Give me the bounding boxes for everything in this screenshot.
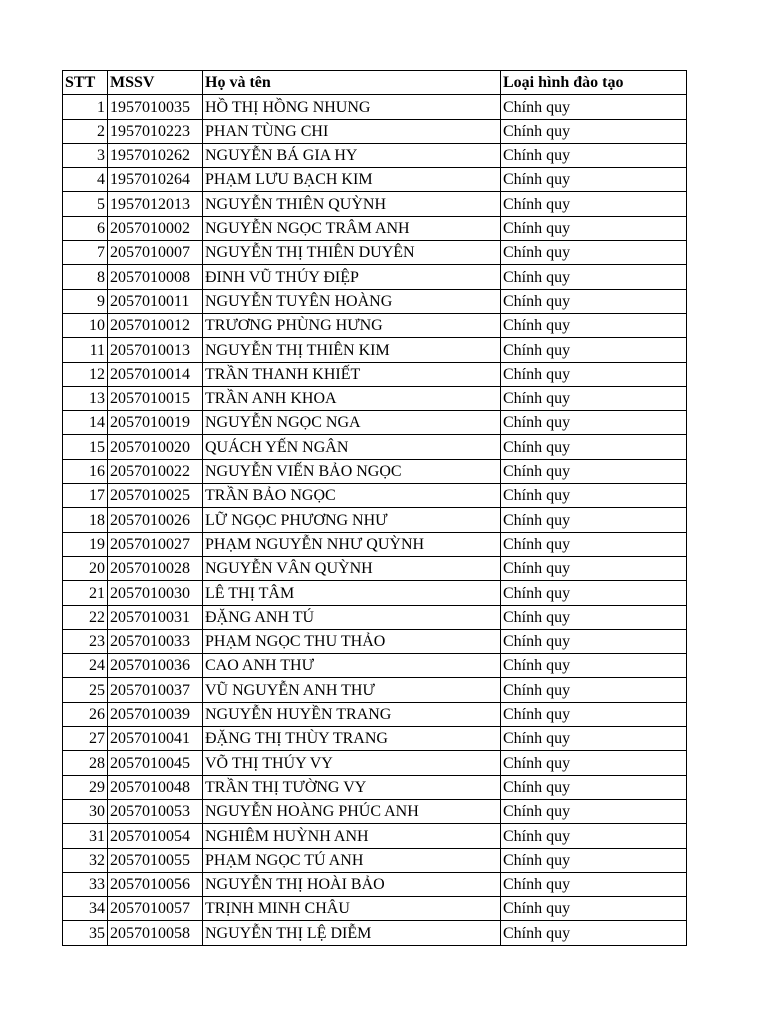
cell-mssv: 2057010031 (108, 605, 203, 629)
cell-stt: 4 (63, 168, 108, 192)
cell-stt: 19 (63, 532, 108, 556)
student-list-table (62, 70, 687, 946)
cell-mssv: 2057010012 (108, 313, 203, 337)
cell-mssv: 2057010053 (108, 799, 203, 823)
cell-mssv: 2057010030 (108, 581, 203, 605)
cell-stt: 34 (63, 897, 108, 921)
cell-name: PHAN TÙNG CHI (203, 119, 501, 143)
cell-stt: 12 (63, 362, 108, 386)
table-row (63, 678, 687, 702)
table-row (63, 921, 687, 945)
cell-type: Chính quy (501, 289, 687, 313)
cell-stt: 2 (63, 119, 108, 143)
cell-mssv: 2057010002 (108, 216, 203, 240)
cell-type: Chính quy (501, 362, 687, 386)
cell-mssv: 2057010041 (108, 727, 203, 751)
table-row (63, 508, 687, 532)
table-row (63, 459, 687, 483)
cell-stt: 10 (63, 313, 108, 337)
column-header-name: Họ và tên (203, 71, 501, 95)
cell-name: ĐẶNG THỊ THÙY TRANG (203, 727, 501, 751)
cell-stt: 17 (63, 484, 108, 508)
cell-name: NGUYỄN NGỌC TRÂM ANH (203, 216, 501, 240)
cell-mssv: 2057010019 (108, 411, 203, 435)
cell-type: Chính quy (501, 751, 687, 775)
cell-name: TRẦN BẢO NGỌC (203, 484, 501, 508)
cell-name: NGUYỄN BÁ GIA HY (203, 143, 501, 167)
cell-type: Chính quy (501, 727, 687, 751)
table-row (63, 605, 687, 629)
table-row (63, 799, 687, 823)
cell-stt: 14 (63, 411, 108, 435)
cell-name: NGUYỄN TUYÊN HOÀNG (203, 289, 501, 313)
cell-type: Chính quy (501, 411, 687, 435)
cell-name: NGUYỄN THỊ THIÊN KIM (203, 338, 501, 362)
cell-type: Chính quy (501, 532, 687, 556)
cell-stt: 1 (63, 95, 108, 119)
cell-stt: 6 (63, 216, 108, 240)
cell-stt: 30 (63, 799, 108, 823)
cell-stt: 18 (63, 508, 108, 532)
cell-type: Chính quy (501, 678, 687, 702)
cell-type: Chính quy (501, 824, 687, 848)
cell-stt: 28 (63, 751, 108, 775)
cell-name: LỮ NGỌC PHƯƠNG NHƯ (203, 508, 501, 532)
cell-mssv: 1957012013 (108, 192, 203, 216)
cell-type: Chính quy (501, 629, 687, 653)
table-body (63, 95, 687, 945)
cell-name: PHẠM NGỌC TÚ ANH (203, 848, 501, 872)
cell-type: Chính quy (501, 897, 687, 921)
cell-mssv: 2057010037 (108, 678, 203, 702)
cell-stt: 13 (63, 386, 108, 410)
cell-mssv: 2057010008 (108, 265, 203, 289)
cell-name: PHẠM NGUYỄN NHƯ QUỲNH (203, 532, 501, 556)
cell-name: PHẠM NGỌC THU THẢO (203, 629, 501, 653)
cell-stt: 26 (63, 702, 108, 726)
cell-name: VŨ NGUYỄN ANH THƯ (203, 678, 501, 702)
cell-type: Chính quy (501, 581, 687, 605)
cell-name: TRẦN ANH KHOA (203, 386, 501, 410)
table-row (63, 727, 687, 751)
cell-stt: 3 (63, 143, 108, 167)
cell-type: Chính quy (501, 484, 687, 508)
table-row (63, 168, 687, 192)
cell-stt: 22 (63, 605, 108, 629)
cell-stt: 32 (63, 848, 108, 872)
cell-name: NGUYỄN VIẾN BẢO NGỌC (203, 459, 501, 483)
table-row (63, 362, 687, 386)
cell-mssv: 2057010056 (108, 872, 203, 896)
cell-type: Chính quy (501, 921, 687, 945)
table-row (63, 95, 687, 119)
column-header-type: Loại hình đào tạo (501, 71, 687, 95)
cell-type: Chính quy (501, 799, 687, 823)
cell-name: TRẦN THANH KHIẾT (203, 362, 501, 386)
table-row (63, 313, 687, 337)
cell-type: Chính quy (501, 168, 687, 192)
table-row (63, 654, 687, 678)
cell-type: Chính quy (501, 338, 687, 362)
table-row (63, 119, 687, 143)
table-row (63, 824, 687, 848)
table-row (63, 532, 687, 556)
cell-mssv: 2057010007 (108, 241, 203, 265)
cell-mssv: 2057010015 (108, 386, 203, 410)
cell-name: NGUYỄN VÂN QUỲNH (203, 556, 501, 580)
cell-name: HỒ THỊ HỒNG NHUNG (203, 95, 501, 119)
cell-mssv: 2057010036 (108, 654, 203, 678)
cell-mssv: 2057010027 (108, 532, 203, 556)
table-row (63, 216, 687, 240)
cell-mssv: 2057010045 (108, 751, 203, 775)
table-row (63, 897, 687, 921)
table-row (63, 338, 687, 362)
cell-mssv: 2057010055 (108, 848, 203, 872)
cell-name: NGUYỄN HUYỀN TRANG (203, 702, 501, 726)
cell-stt: 16 (63, 459, 108, 483)
cell-mssv: 2057010013 (108, 338, 203, 362)
table-row (63, 484, 687, 508)
column-header-mssv: MSSV (108, 71, 203, 95)
cell-name: ĐẶNG ANH TÚ (203, 605, 501, 629)
cell-type: Chính quy (501, 459, 687, 483)
cell-name: TRỊNH MINH CHÂU (203, 897, 501, 921)
cell-stt: 11 (63, 338, 108, 362)
cell-name: NGUYỄN NGỌC NGA (203, 411, 501, 435)
cell-name: PHẠM LƯU BẠCH KIM (203, 168, 501, 192)
cell-type: Chính quy (501, 119, 687, 143)
table-row (63, 702, 687, 726)
table-row (63, 241, 687, 265)
cell-type: Chính quy (501, 95, 687, 119)
cell-mssv: 2057010039 (108, 702, 203, 726)
cell-mssv: 2057010022 (108, 459, 203, 483)
table-row (63, 775, 687, 799)
cell-type: Chính quy (501, 241, 687, 265)
cell-type: Chính quy (501, 848, 687, 872)
cell-mssv: 2057010014 (108, 362, 203, 386)
cell-stt: 31 (63, 824, 108, 848)
table-row (63, 872, 687, 896)
cell-type: Chính quy (501, 216, 687, 240)
cell-name: NGUYỄN THỊ HOÀI BẢO (203, 872, 501, 896)
cell-name: NGUYỄN HOÀNG PHÚC ANH (203, 799, 501, 823)
cell-type: Chính quy (501, 192, 687, 216)
cell-stt: 15 (63, 435, 108, 459)
cell-stt: 8 (63, 265, 108, 289)
cell-type: Chính quy (501, 872, 687, 896)
cell-type: Chính quy (501, 605, 687, 629)
cell-mssv: 2057010058 (108, 921, 203, 945)
cell-type: Chính quy (501, 143, 687, 167)
cell-name: NGUYỄN THỊ THIÊN DUYÊN (203, 241, 501, 265)
table-row (63, 411, 687, 435)
table-row (63, 848, 687, 872)
cell-type: Chính quy (501, 556, 687, 580)
cell-mssv: 2057010020 (108, 435, 203, 459)
cell-name: QUÁCH YẾN NGÂN (203, 435, 501, 459)
table-row (63, 751, 687, 775)
cell-type: Chính quy (501, 265, 687, 289)
cell-name: CAO ANH THƯ (203, 654, 501, 678)
cell-type: Chính quy (501, 313, 687, 337)
table-row (63, 386, 687, 410)
cell-mssv: 1957010262 (108, 143, 203, 167)
cell-mssv: 2057010025 (108, 484, 203, 508)
cell-stt: 7 (63, 241, 108, 265)
table-header-row (63, 71, 687, 95)
cell-name: ĐINH VŨ THÚY ĐIỆP (203, 265, 501, 289)
cell-type: Chính quy (501, 702, 687, 726)
cell-stt: 20 (63, 556, 108, 580)
cell-mssv: 2057010028 (108, 556, 203, 580)
cell-type: Chính quy (501, 435, 687, 459)
cell-name: NGUYỄN THIÊN QUỲNH (203, 192, 501, 216)
cell-mssv: 2057010011 (108, 289, 203, 313)
cell-name: NGHIÊM HUỲNH ANH (203, 824, 501, 848)
cell-mssv: 2057010026 (108, 508, 203, 532)
table-row (63, 435, 687, 459)
cell-mssv: 1957010223 (108, 119, 203, 143)
cell-stt: 23 (63, 629, 108, 653)
table-row (63, 556, 687, 580)
cell-stt: 27 (63, 727, 108, 751)
cell-stt: 9 (63, 289, 108, 313)
cell-stt: 24 (63, 654, 108, 678)
table-row (63, 143, 687, 167)
table-row (63, 629, 687, 653)
cell-type: Chính quy (501, 775, 687, 799)
cell-mssv: 2057010057 (108, 897, 203, 921)
cell-type: Chính quy (501, 386, 687, 410)
table-row (63, 581, 687, 605)
cell-type: Chính quy (501, 654, 687, 678)
cell-name: VÕ THỊ THÚY VY (203, 751, 501, 775)
cell-name: NGUYỄN THỊ LỆ DIỄM (203, 921, 501, 945)
cell-mssv: 1957010035 (108, 95, 203, 119)
cell-stt: 21 (63, 581, 108, 605)
cell-stt: 29 (63, 775, 108, 799)
cell-mssv: 2057010033 (108, 629, 203, 653)
cell-name: TRƯƠNG PHÙNG HƯNG (203, 313, 501, 337)
table-row (63, 265, 687, 289)
table-row (63, 192, 687, 216)
cell-stt: 5 (63, 192, 108, 216)
column-header-stt: STT (63, 71, 108, 95)
cell-name: TRẦN THỊ TƯỜNG VY (203, 775, 501, 799)
cell-mssv: 2057010048 (108, 775, 203, 799)
cell-mssv: 2057010054 (108, 824, 203, 848)
cell-name: LÊ THỊ TÂM (203, 581, 501, 605)
table-row (63, 289, 687, 313)
cell-type: Chính quy (501, 508, 687, 532)
cell-stt: 35 (63, 921, 108, 945)
cell-mssv: 1957010264 (108, 168, 203, 192)
cell-stt: 33 (63, 872, 108, 896)
cell-stt: 25 (63, 678, 108, 702)
